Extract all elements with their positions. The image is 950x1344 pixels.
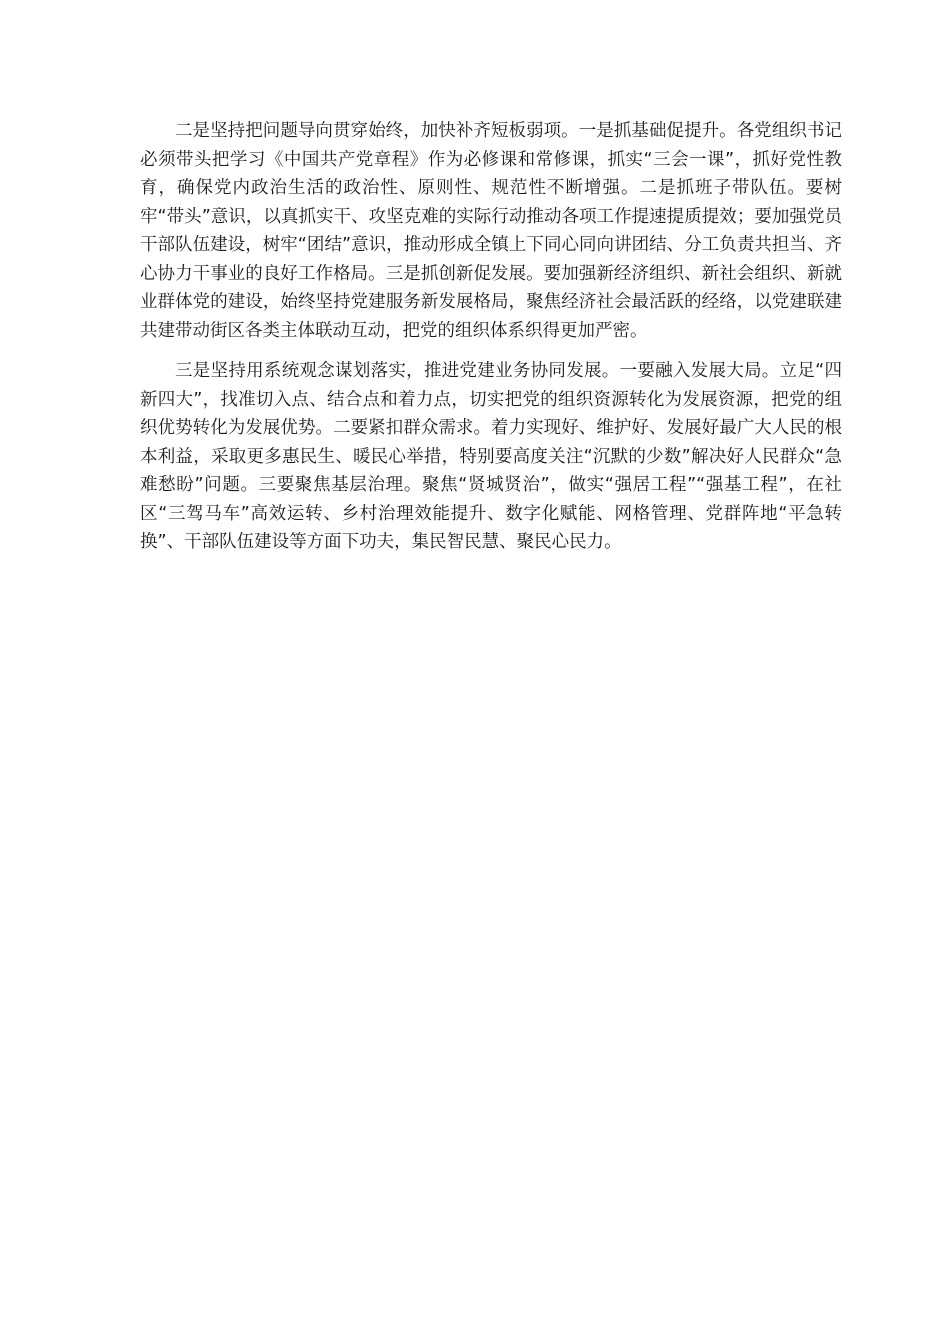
paragraph-2: 三是坚持用系统观念谋划落实，推进党建业务协同发展。一要融入发展大局。立足“四新四大”，找准切入点、结合点和着力点，切实把党的组织资源转化为发展资源，把党的组织优势转化为发展优势。二要紧扣群众需求。着力实现好、维护好、发展好最广大人民的根本利益，采取更多惠民生、暖民心举措，特别要高度关注“沉默的少数”解决好人民群众“急难愁盼”问题。三要聚焦基层治理。聚焦“贤城贤治”，做实“强居工程”“强基工程”，在社区“三驾马车”高效运转、乡村治理效能提升、数字化赋能、网格管理、党群阵地“平急转换”、干部队伍建设等方面下功夫，集民智民慧、聚民心民力。 [140,361,842,552]
document-body [140,117,842,569]
paragraph-1: 二是坚持把问题导向贯穿始终，加快补齐短板弱项。一是抓基础促提升。各党组织书记必须带头把学习《中国共产党章程》作为必修课和常修课，抓实“三会一课”，抓好党性教育，确保党内政治生活的政治性、原则性、规范性不断增强。二是抓班子带队伍。要树牢“带头”意识，以真抓实干、攻坚克难的实际行动推动各项工作提速提质提效；要加强党员干部队伍建设，树牢“团结”意识，推动形成全镇上下同心同向讲团结、分工负责共担当、齐心协力干事业的良好工作格局。三是抓创新促发展。要加强新经济组织、新社会组织、新就业群体党的建设，始终坚持党建服务新发展格局，聚焦经济社会最活跃的经络，以党建联建共建带动街区各类主体联动互动，把党的组织体系织得更加严密。 [140,121,842,341]
